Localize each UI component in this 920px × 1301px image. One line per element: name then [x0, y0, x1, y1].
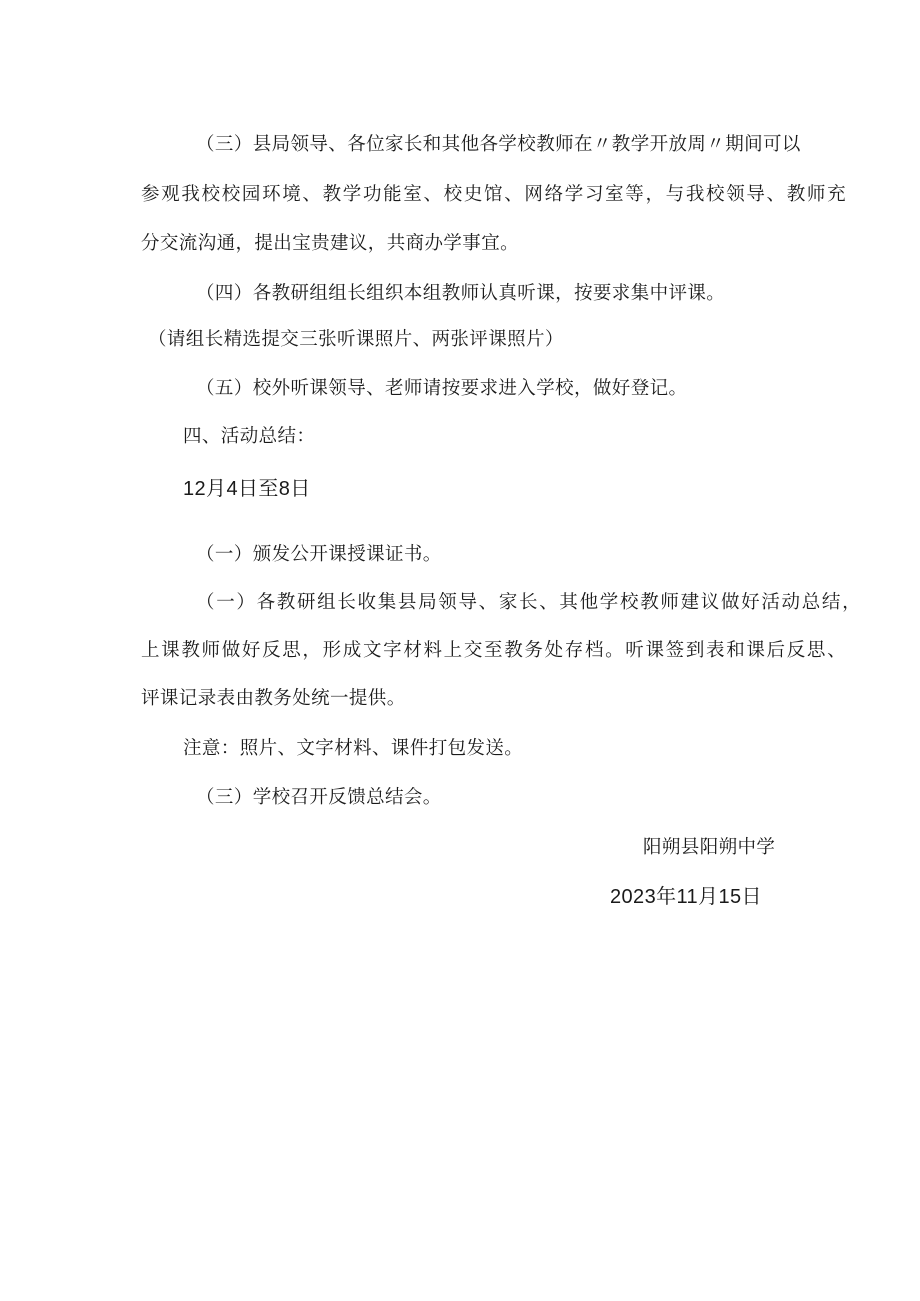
- item-4-note: （请组长精选提交三张听课照片、两张评课照片）: [148, 329, 564, 350]
- summary-item-2-line-2: 上课教师做好反思，形成文字材料上交至教务处存档。听课签到表和课后反思、: [141, 640, 846, 661]
- summary-item-2-line-1: （一）各教研组长收集县局领导、家长、其他学校教师建议做好活动总结，: [196, 592, 861, 613]
- summary-item-2-line-3: 评课记录表由教务处统一提供。: [141, 688, 406, 709]
- signature-organization: 阳朔县阳朔中学: [643, 837, 776, 858]
- item-3-line-1: （三）县局领导、各位家长和其他各学校教师在〃教学开放周〃期间可以: [196, 134, 801, 155]
- item-5: （五）校外听课领导、老师请按要求进入学校，做好登记。: [196, 378, 688, 399]
- section-4-heading: 四、活动总结：: [183, 426, 316, 447]
- note: 注意：照片、文字材料、课件打包发送。: [183, 738, 524, 759]
- signature-date: 2023年11月15日: [610, 886, 762, 908]
- item-3-line-3: 分交流沟通，提出宝贵建议，共商办学事宜。: [141, 233, 520, 254]
- summary-item-1: （一）颁发公开课授课证书。: [196, 544, 442, 565]
- item-4: （四）各教研组组长组织本组教师认真听课，按要求集中评课。: [196, 283, 726, 304]
- summary-item-3: （三）学校召开反馈总结会。: [196, 787, 442, 808]
- date-range: 12月4日至8日: [183, 478, 311, 500]
- item-3-line-2: 参观我校校园环境、教学功能室、校史馆、网络学习室等，与我校领导、教师充: [141, 184, 846, 205]
